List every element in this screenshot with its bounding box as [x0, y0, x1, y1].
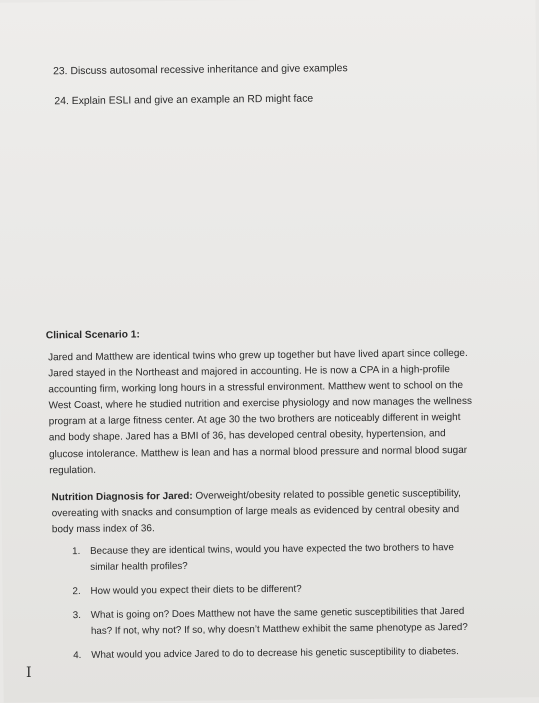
paragraph-line: West Coast, where he studied nutrition and exercise physiology and now manages the wellness: [48, 396, 473, 412]
text-cursor-icon: I: [26, 665, 32, 681]
list-item-number: 1.: [72, 545, 81, 558]
diagnosis-line: overeating with snacks and consumption of large meals as evidenced by central obesity and: [51, 504, 460, 520]
paragraph-line: Jared stayed in the Northeast and majored in accounting. He is now a CPA in a high-profile: [48, 364, 450, 380]
question-number: 23.: [53, 66, 68, 78]
question-24: [54, 92, 313, 111]
scenario-heading: Clinical Scenario 1:: [45, 329, 140, 342]
paragraph-line: regulation.: [49, 464, 97, 476]
question-23: [53, 61, 348, 80]
list-item-text: How would you expect their diets to be different?: [90, 583, 302, 597]
list-item: [72, 539, 512, 576]
question-number: 24.: [54, 96, 69, 108]
list-item: [73, 643, 513, 664]
list-item: [72, 579, 512, 600]
list-item-line: has? If not, why not? If so, why doesn’t Matthew exhibit the same phenotype as Jared?: [90, 621, 468, 637]
list-item-text: [91, 604, 468, 639]
list-item-number: 4.: [73, 649, 82, 662]
list-item: [73, 603, 513, 640]
list-item-number: 3.: [72, 609, 81, 622]
scenario-paragraph: [48, 346, 473, 479]
list-item-text: What would you advice Jared to do to decrease his genetic susceptibility to diabetes.: [91, 646, 459, 661]
list-item-line: Because they are identical twins, would you have expected the two brothers to have: [90, 542, 454, 557]
diagnosis-line: Overweight/obesity related to possible genetic susceptibility,: [192, 488, 461, 502]
list-item-line: similar health profiles?: [90, 560, 188, 573]
paragraph-line: glucose intolerance. Matthew is lean and has a normal blood pressure and normal blood sugar: [49, 444, 468, 460]
question-text: Explain ESLI and give an example an RD might face: [71, 93, 314, 108]
diagnosis-label: Nutrition Diagnosis for Jared:: [51, 490, 193, 504]
paragraph-line: accounting firm, working long hours in a stressful environment. Matthew went to school on the: [48, 380, 464, 396]
nutrition-diagnosis: [51, 486, 461, 539]
question-text: Discuss autosomal recessive inheritance and give examples: [70, 63, 348, 78]
paragraph-line: Jared and Matthew are identical twins who grew up together but have lived apart since college.: [48, 347, 468, 364]
diagnosis-line: body mass index of 36.: [51, 523, 155, 536]
paragraph-line: and body shape. Jared has a BMI of 36, has developed central obesity, hypertension, and: [48, 428, 446, 444]
list-item-line: What is going on? Does Matthew not have the same genetic susceptibilities that Jared: [90, 605, 465, 621]
list-item-text: [90, 540, 454, 575]
list-item-number: 2.: [72, 585, 81, 598]
paragraph-line: program at a large fitness center. At age 30 the two brothers are noticeably different in weight: [48, 412, 461, 428]
